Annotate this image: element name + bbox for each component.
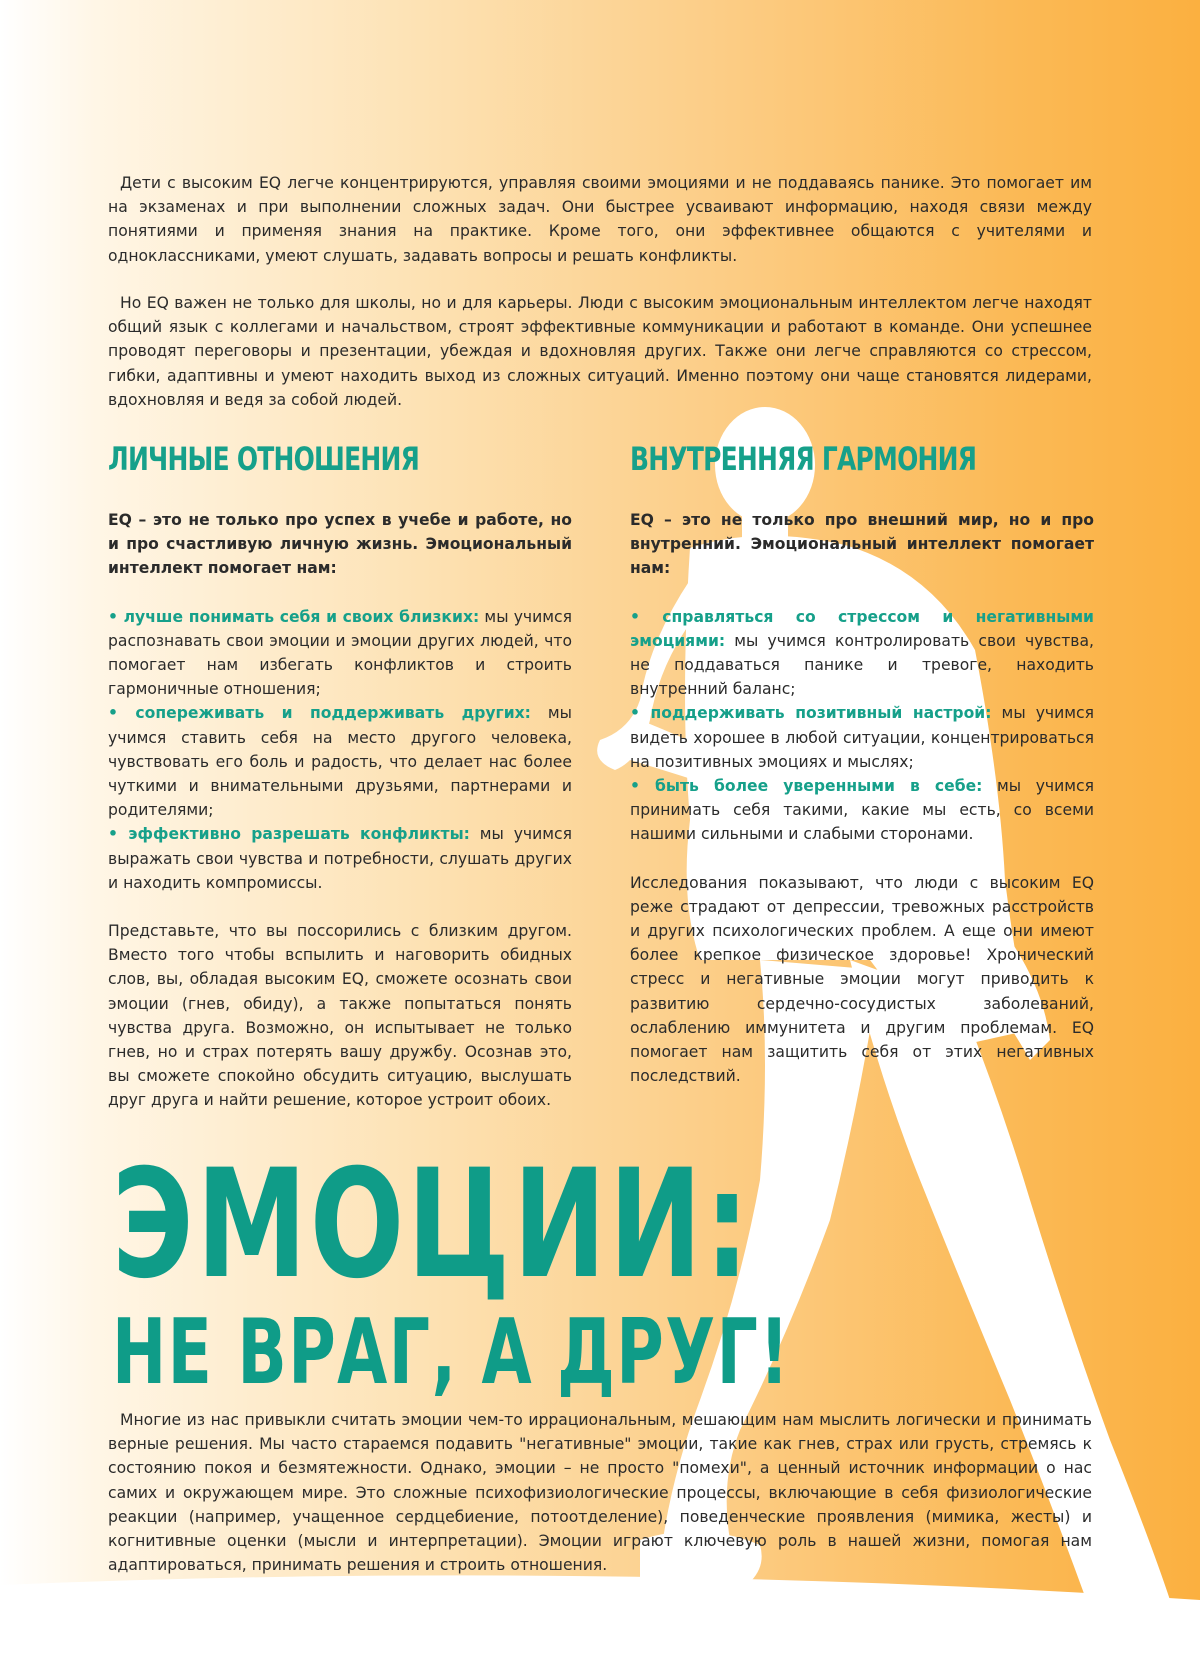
- list-item-text: мы учимся выражать свои чувства и потребности, слушать других и находить компромиссы.: [108, 825, 572, 892]
- list-item-text: мы учимся контролировать свои чувства, не поддаваться панике и тревоге, находить внутренний баланс;: [630, 631, 1094, 699]
- right-heading: ВНУТРЕННЯЯ ГАРМОНИЯ: [630, 440, 977, 478]
- list-item-text: мы учимся распознавать свои эмоции и эмоции других людей, что помогает нам избегать конфликтов и строить гармоничные отношения;: [108, 607, 572, 699]
- list-item: [108, 822, 572, 895]
- intro-paragraph-2: Но EQ важен не только для школы, но и для карьеры. Люди с высоким эмоциональным интеллектом легче находят общий язык с коллегами и начальством, строят эффективные коммуникации и работают в команде. Они успешнее проводят переговоры и презентации, убеждая и вдохновляя других. Также они легче справляются со стрессом, гибки, адаптивны и умеют находить выход из сложных ситуаций. Именно поэтому они чаще становятся лидерами, вдохновляя и ведя за собой людей.: [108, 294, 1092, 409]
- intro-paragraph-1: Дети с высоким EQ легче концентрируются, управляя своими эмоциями и не поддаваясь панике. Это помогает им на экзаменах и при выполнении сложных задач. Они быстрее усваивают информацию, находя связи между понятиями и применяя знания на практике. Кроме того, они эффективнее общаются с учителями и одноклассниками, умеют слушать, задавать вопросы и решать конфликты.: [108, 174, 1092, 265]
- page-title-line-1: ЭМОЦИИ:: [112, 1138, 753, 1312]
- list-item-highlight: • сопереживать и поддерживать других:: [108, 704, 531, 723]
- list-item-highlight: • поддерживать позитивный настрой:: [630, 704, 992, 723]
- list-item-text: мы учимся видеть хорошее в любой ситуации, концентрироваться на позитивных эмоциях и мыслях;: [630, 704, 1094, 771]
- left-heading: ЛИЧНЫЕ ОТНОШЕНИЯ: [108, 440, 420, 478]
- bottom-paragraph: Многие из нас привыкли считать эмоции чем-то иррациональным, мешающим нам мыслить логически и принимать верные решения. Мы часто стараемся подавить "негативные" эмоции, такие как гнев, страх или грусть, стремясь к состоянию покоя и безмятежности. Однако, эмоции – не просто "помехи", а ценный источник информации о нас самих и окружающем мире. Это сложные психофизиологические процессы, включающие в себя физиологические реакции (например, учащенное сердцебиение, потоотделение), поведенческие проявления (мимика, жесты) и когнитивные оценки (мысли и интерпретации). Эмоции играют ключевую роль в нашей жизни, помогая нам адаптироваться, принимать решения и строить отношения.: [108, 1411, 1092, 1575]
- right-closing: Исследования показывают, что люди с высоким EQ реже страдают от депрессии, тревожных расстройств и других психологических проблем. А еще они имеют более крепкое физическое здоровье! Хронический стресс и негативные эмоции могут приводить к развитию сердечно-сосудистых заболеваний, ослаблению иммунитета и другим проблемам. EQ помогает нам защитить себя от этих негативных последствий.: [630, 873, 1094, 1086]
- list-item: [630, 701, 1094, 774]
- list-item-highlight: • эффективно разрешать конфликты:: [108, 825, 470, 844]
- list-item-text: мы учимся принимать себя такими, какие мы есть, со всеми нашими сильными и слабыми сторонами.: [630, 777, 1094, 844]
- right-column: [630, 508, 1094, 1088]
- list-item: [630, 774, 1094, 847]
- page-title-line-2: НЕ ВРАГ, А ДРУГ!: [112, 1300, 791, 1405]
- left-closing: Представьте, что вы поссорились с близким другом. Вместо того чтобы вспылить и наговорить обидных слов, вы, обладая высоким EQ, сможете осознать свои эмоции (гнев, обиду), а также попытаться понять чувства друга. Возможно, он испытывает не только гнев, но и страх потерять вашу дружбу. Осознав это, вы сможете спокойно обсудить ситуацию, выслушать друг друга и найти решение, которое устроит обоих.: [108, 922, 572, 1110]
- left-column: [108, 508, 572, 1113]
- list-item-highlight: • лучше понимать себя и своих близких:: [108, 607, 480, 626]
- list-item: [108, 701, 572, 822]
- right-lead: EQ – это не только про внешний мир, но и про внутренний. Эмоциональный интеллект помогает нам:: [630, 511, 1094, 578]
- list-item-highlight: • справляться со стрессом и негативными эмоциями:: [630, 607, 1094, 650]
- list-item: [108, 605, 572, 702]
- left-lead: EQ – это не только про успех в учебе и работе, но и про счастливую личную жизнь. Эмоциональный интеллект помогает нам:: [108, 511, 572, 578]
- list-item-text: мы учимся ставить себя на место другого человека, чувствовать его боль и радость, что делает нас более чуткими и внимательными друзьями, партнерами и родителями;: [108, 704, 572, 820]
- list-item-highlight: • быть более уверенными в себе:: [630, 777, 983, 796]
- list-item: [630, 605, 1094, 702]
